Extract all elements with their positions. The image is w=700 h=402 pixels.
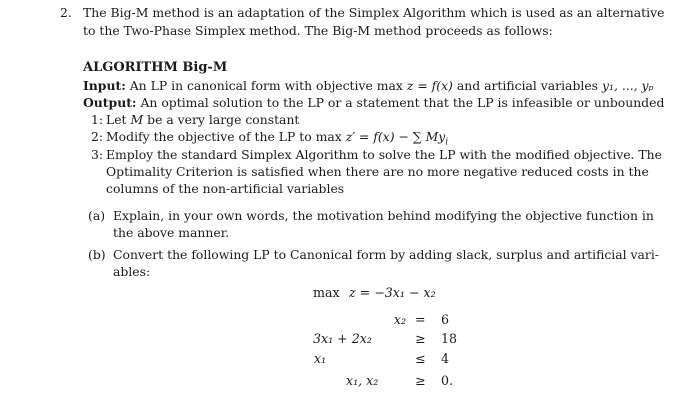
lp-constraint-1-lhs: x₂	[393, 312, 406, 327]
part-a-label: (a)	[88, 208, 106, 223]
lp-constraint-4-rhs: 0.	[441, 373, 454, 388]
lp-constraint-2-rhs: 18	[441, 331, 458, 346]
algorithm-input	[83, 78, 654, 93]
lp-constraint-2-lhs: 3x₁ + 2x₂	[313, 331, 372, 346]
step-1-math: M	[130, 112, 144, 127]
part-b-line1: Convert the following LP to Canonical form by adding slack, surplus and artificial vari-	[113, 247, 659, 262]
step-2-text-a: Modify the objective of the LP to max	[106, 129, 342, 144]
lp-objective-keyword: max	[313, 285, 340, 300]
step-3-line2: Optimality Criterion is satisfied when there are no more negative reduced costs in the	[106, 164, 649, 179]
lp-constraint-3-rhs: 4	[441, 351, 450, 366]
lp-constraint-3-rel: ≤	[415, 351, 426, 366]
step-3-line3: columns of the non-artificial variables	[106, 181, 345, 196]
lp-objective: z = −3x₁ − x₂	[349, 285, 436, 300]
part-a-line1: Explain, in your own words, the motivation behind modifying the objective function in	[113, 208, 654, 223]
part-b-label: (b)	[88, 247, 106, 262]
input-text-a: An LP in canonical form with objective max	[129, 78, 403, 93]
output-label: Output:	[83, 95, 137, 110]
algorithm-output	[83, 95, 664, 110]
step-2-math: z′ = f(x) − ∑ My	[345, 129, 446, 144]
step-1	[106, 112, 299, 127]
step-1-num: 1:	[91, 112, 104, 127]
problem-intro-line1: The Big-M method is an adaptation of the Simplex Algorithm which is used as an alternative	[83, 5, 665, 20]
input-math-a: z = f(x)	[406, 78, 453, 93]
lp-constraint-1-rel: =	[415, 312, 426, 327]
algorithm-title: ALGORITHM Big-M	[83, 60, 228, 75]
output-text: An optimal solution to the LP or a statement that the LP is infeasible or unbounded	[140, 95, 665, 110]
lp-constraint-4-lhs: x₁, x₂	[346, 373, 379, 388]
input-math-b: y₁, ..., yₚ	[602, 78, 654, 93]
lp-constraint-3-lhs: x₁	[314, 351, 327, 366]
problem-intro-line2: to the Two-Phase Simplex method. The Big-M method proceeds as follows:	[83, 23, 553, 38]
lp-constraint-2-rel: ≥	[415, 331, 426, 346]
step-2-num: 2:	[91, 129, 104, 144]
input-label: Input:	[83, 78, 126, 93]
lp-constraint-4-rel: ≥	[415, 373, 426, 388]
step-1-text-a: Let	[106, 112, 127, 127]
step-1-text-b: be a very large constant	[147, 112, 300, 127]
part-a-line2: the above manner.	[113, 225, 230, 240]
lp-constraint-1-rhs: 6	[441, 312, 450, 327]
problem-number: 2.	[60, 5, 72, 20]
part-b-line2: ables:	[113, 264, 151, 279]
step-3-num: 3:	[91, 147, 104, 162]
step-2-math-sub: i	[445, 137, 449, 148]
step-3-line1: Employ the standard Simplex Algorithm to solve the LP with the modified objective. The	[106, 147, 662, 162]
input-text-b: and artificial variables	[456, 78, 599, 93]
